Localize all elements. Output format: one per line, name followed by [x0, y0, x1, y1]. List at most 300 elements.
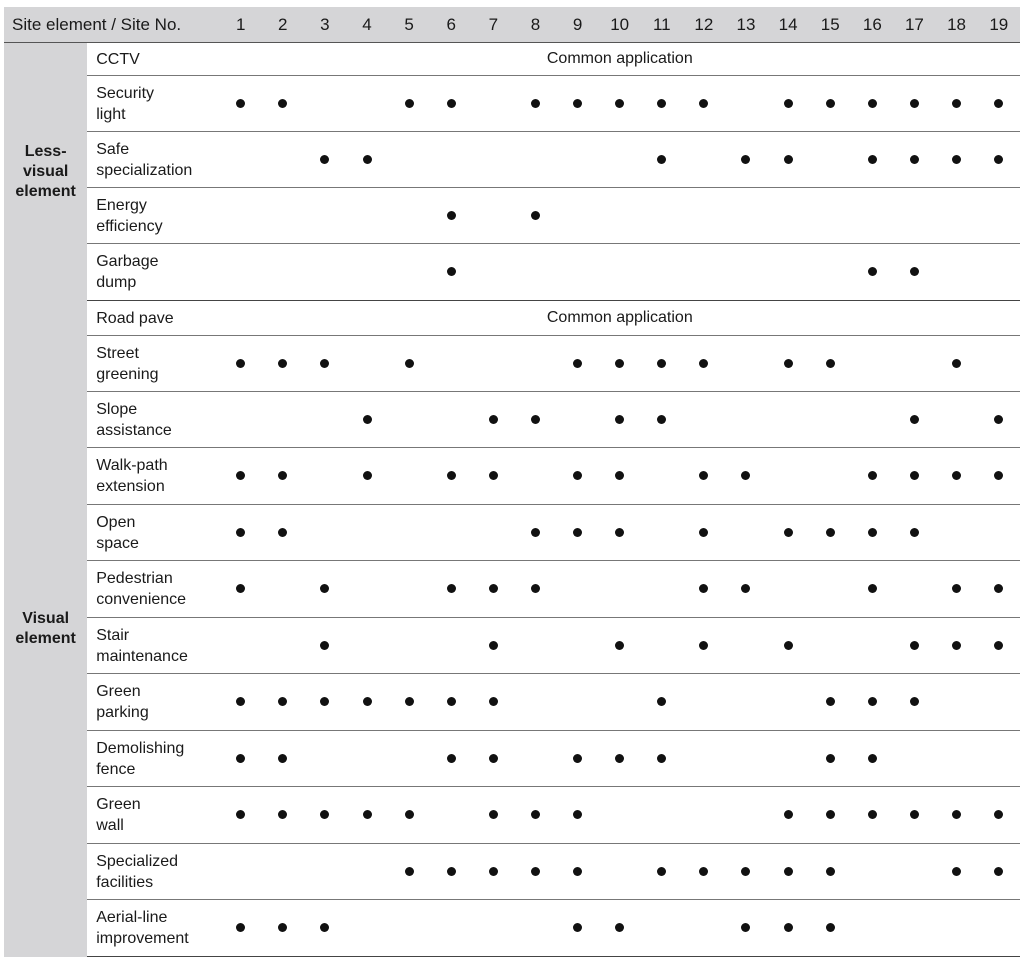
- site-cell: [472, 900, 514, 957]
- applied-dot-icon: [784, 923, 793, 932]
- site-cell: [599, 674, 641, 731]
- site-cell: [978, 244, 1020, 301]
- applied-dot-icon: [489, 810, 498, 819]
- applied-dot-icon: [826, 810, 835, 819]
- site-element-label-line: Road pave: [96, 309, 174, 327]
- site-cell: [220, 76, 262, 132]
- site-element-label: [87, 618, 219, 674]
- matrix-row: [4, 505, 1020, 561]
- applied-dot-icon: [741, 923, 750, 932]
- site-element-label-line: Garbage: [96, 253, 159, 270]
- applied-dot-icon: [531, 99, 540, 108]
- applied-dot-icon: [868, 697, 877, 706]
- site-cell: [935, 188, 977, 244]
- site-element-label: [87, 561, 219, 618]
- site-cell: [641, 561, 683, 618]
- site-element-label: [87, 505, 219, 561]
- site-cell: [767, 336, 809, 392]
- site-cell: [472, 336, 514, 392]
- site-cell: [430, 244, 472, 301]
- site-cell: [430, 674, 472, 731]
- site-cell: [599, 787, 641, 844]
- site-cell: [599, 505, 641, 561]
- applied-dot-icon: [447, 267, 456, 276]
- site-cell: [430, 132, 472, 188]
- site-cell: [851, 244, 893, 301]
- site-cell: [683, 188, 725, 244]
- site-cell: [346, 787, 388, 844]
- header-row: [4, 7, 1020, 43]
- site-cell: [262, 392, 304, 448]
- site-element-label-line: Street: [96, 344, 139, 362]
- applied-dot-icon: [573, 867, 582, 876]
- group-label-line: Less-: [24, 142, 67, 160]
- applied-dot-icon: [868, 528, 877, 537]
- site-cell: [935, 900, 977, 957]
- site-number-header: 14: [767, 7, 809, 43]
- site-cell: [935, 132, 977, 188]
- applied-dot-icon: [952, 471, 961, 480]
- site-cell: [851, 787, 893, 844]
- site-cell: [557, 448, 599, 505]
- site-cell: [851, 731, 893, 787]
- applied-dot-icon: [868, 754, 877, 763]
- site-cell: [304, 448, 346, 505]
- site-cell: [767, 448, 809, 505]
- applied-dot-icon: [320, 641, 329, 650]
- common-application-note: Common application: [220, 43, 1020, 76]
- site-cell: [472, 561, 514, 618]
- site-cell: [220, 900, 262, 957]
- applied-dot-icon: [531, 584, 540, 593]
- site-cell: [683, 787, 725, 844]
- site-cell: [472, 674, 514, 731]
- site-element-label-line: Safe: [96, 140, 130, 158]
- site-element-label-line: Open: [96, 513, 136, 531]
- applied-dot-icon: [236, 359, 245, 368]
- site-cell: [767, 787, 809, 844]
- site-element-label-line: dump: [96, 274, 137, 291]
- site-cell: [304, 392, 346, 448]
- site-cell: [725, 787, 767, 844]
- applied-dot-icon: [868, 584, 877, 593]
- site-cell: [220, 787, 262, 844]
- applied-dot-icon: [784, 810, 793, 819]
- site-element-label-line: Aerial-line: [96, 909, 168, 926]
- site-element-label: [87, 132, 219, 188]
- site-cell: [388, 900, 430, 957]
- site-cell: [725, 392, 767, 448]
- site-cell: [388, 132, 430, 188]
- site-cell: [935, 674, 977, 731]
- applied-dot-icon: [699, 471, 708, 480]
- site-cell: [767, 844, 809, 900]
- site-cell: [514, 132, 556, 188]
- site-cell: [514, 844, 556, 900]
- site-cell: [220, 505, 262, 561]
- site-cell: [262, 448, 304, 505]
- site-cell: [262, 900, 304, 957]
- applied-dot-icon: [994, 810, 1003, 819]
- site-cell: [725, 188, 767, 244]
- site-cell: [346, 244, 388, 301]
- site-cell: [304, 731, 346, 787]
- applied-dot-icon: [868, 99, 877, 108]
- site-cell: [893, 844, 935, 900]
- matrix-row: [4, 674, 1020, 731]
- site-cell: [767, 731, 809, 787]
- site-cell: [683, 505, 725, 561]
- applied-dot-icon: [405, 697, 414, 706]
- site-cell: [430, 505, 472, 561]
- site-cell: [304, 844, 346, 900]
- applied-dot-icon: [994, 584, 1003, 593]
- applied-dot-icon: [320, 697, 329, 706]
- site-cell: [430, 336, 472, 392]
- site-cell: [346, 731, 388, 787]
- site-number-header: 8: [514, 7, 556, 43]
- site-cell: [346, 505, 388, 561]
- site-cell: [304, 787, 346, 844]
- common-application-note: Common application: [220, 301, 1020, 336]
- site-cell: [893, 76, 935, 132]
- applied-dot-icon: [615, 471, 624, 480]
- site-cell: [725, 132, 767, 188]
- site-element-label-line: greening: [96, 365, 159, 383]
- applied-dot-icon: [910, 471, 919, 480]
- applied-dot-icon: [447, 471, 456, 480]
- site-cell: [599, 618, 641, 674]
- applied-dot-icon: [699, 359, 708, 368]
- site-cell: [641, 618, 683, 674]
- applied-dot-icon: [910, 641, 919, 650]
- site-cell: [599, 731, 641, 787]
- site-element-label-line: specialization: [96, 161, 193, 179]
- site-cell: [725, 505, 767, 561]
- applied-dot-icon: [994, 867, 1003, 876]
- site-cell: [935, 336, 977, 392]
- site-cell: [262, 674, 304, 731]
- site-cell: [388, 392, 430, 448]
- site-element-label: [87, 336, 219, 392]
- applied-dot-icon: [363, 810, 372, 819]
- applied-dot-icon: [320, 155, 329, 164]
- applied-dot-icon: [615, 359, 624, 368]
- applied-dot-icon: [320, 584, 329, 593]
- site-cell: [346, 844, 388, 900]
- site-cell: [557, 188, 599, 244]
- site-cell: [767, 132, 809, 188]
- group-label-line: element: [15, 182, 76, 200]
- applied-dot-icon: [320, 810, 329, 819]
- site-cell: [220, 392, 262, 448]
- site-cell: [767, 76, 809, 132]
- applied-dot-icon: [994, 471, 1003, 480]
- site-cell: [472, 244, 514, 301]
- applied-dot-icon: [952, 810, 961, 819]
- site-cell: [683, 244, 725, 301]
- site-cell: [304, 336, 346, 392]
- applied-dot-icon: [405, 810, 414, 819]
- site-cell: [557, 392, 599, 448]
- site-cell: [430, 561, 472, 618]
- site-cell: [978, 392, 1020, 448]
- applied-dot-icon: [784, 359, 793, 368]
- site-cell: [346, 900, 388, 957]
- site-cell: [262, 505, 304, 561]
- applied-dot-icon: [573, 810, 582, 819]
- site-element-label: [87, 43, 219, 76]
- applied-dot-icon: [994, 641, 1003, 650]
- applied-dot-icon: [531, 528, 540, 537]
- site-cell: [514, 618, 556, 674]
- site-element-label-line: space: [96, 534, 139, 552]
- site-cell: [851, 618, 893, 674]
- applied-dot-icon: [910, 267, 919, 276]
- site-number-header: 13: [725, 7, 767, 43]
- site-cell: [599, 844, 641, 900]
- applied-dot-icon: [868, 471, 877, 480]
- site-cell: [683, 448, 725, 505]
- site-cell: [557, 336, 599, 392]
- site-cell: [472, 76, 514, 132]
- site-cell: [978, 787, 1020, 844]
- site-element-label-line: extension: [96, 478, 165, 495]
- site-cell: [304, 244, 346, 301]
- site-cell: [599, 336, 641, 392]
- matrix-row: [4, 336, 1020, 392]
- site-number-header: 18: [935, 7, 977, 43]
- applied-dot-icon: [405, 867, 414, 876]
- site-cell: [767, 618, 809, 674]
- site-cell: [641, 900, 683, 957]
- applied-dot-icon: [363, 471, 372, 480]
- site-cell: [641, 844, 683, 900]
- site-cell: [472, 787, 514, 844]
- site-cell: [304, 132, 346, 188]
- site-element-label: [87, 188, 219, 244]
- site-cell: [683, 392, 725, 448]
- site-cell: [514, 448, 556, 505]
- site-cell: [851, 900, 893, 957]
- site-cell: [388, 674, 430, 731]
- matrix-row: [4, 132, 1020, 188]
- site-element-label-line: Stair: [96, 626, 130, 644]
- applied-dot-icon: [910, 810, 919, 819]
- applied-dot-icon: [910, 99, 919, 108]
- site-element-label-line: convenience: [96, 591, 187, 608]
- site-number-header: 19: [978, 7, 1020, 43]
- applied-dot-icon: [741, 155, 750, 164]
- site-cell: [725, 731, 767, 787]
- site-cell: [851, 336, 893, 392]
- site-element-matrix: [4, 7, 1020, 957]
- matrix-row: [4, 244, 1020, 301]
- applied-dot-icon: [236, 923, 245, 932]
- site-element-label-line: CCTV: [96, 50, 140, 68]
- site-element-label: [87, 787, 219, 844]
- site-cell: [725, 561, 767, 618]
- matrix-body: [4, 43, 1020, 957]
- site-cell: [346, 561, 388, 618]
- site-cell: [725, 844, 767, 900]
- site-cell: [262, 561, 304, 618]
- site-cell: [935, 392, 977, 448]
- applied-dot-icon: [573, 471, 582, 480]
- site-cell: [641, 448, 683, 505]
- site-element-label-line: fence: [96, 760, 136, 778]
- site-element-label-line: Specialized: [96, 852, 179, 870]
- site-element-label-line: Green: [96, 796, 141, 813]
- site-cell: [683, 336, 725, 392]
- site-cell: [430, 787, 472, 844]
- applied-dot-icon: [405, 99, 414, 108]
- site-cell: [809, 505, 851, 561]
- site-cell: [388, 731, 430, 787]
- applied-dot-icon: [784, 528, 793, 537]
- site-cell: [472, 188, 514, 244]
- site-cell: [557, 76, 599, 132]
- site-cell: [725, 618, 767, 674]
- site-cell: [346, 392, 388, 448]
- site-cell: [893, 561, 935, 618]
- applied-dot-icon: [236, 810, 245, 819]
- applied-dot-icon: [278, 359, 287, 368]
- site-cell: [388, 76, 430, 132]
- applied-dot-icon: [868, 267, 877, 276]
- site-cell: [851, 392, 893, 448]
- site-cell: [262, 244, 304, 301]
- site-cell: [514, 392, 556, 448]
- applied-dot-icon: [320, 923, 329, 932]
- applied-dot-icon: [573, 99, 582, 108]
- site-cell: [683, 132, 725, 188]
- site-number-header: 17: [893, 7, 935, 43]
- site-element-label-line: Energy: [96, 196, 147, 214]
- applied-dot-icon: [447, 754, 456, 763]
- site-cell: [599, 188, 641, 244]
- site-cell: [935, 731, 977, 787]
- site-element-label-line: wall: [96, 817, 124, 834]
- site-cell: [641, 76, 683, 132]
- site-cell: [978, 618, 1020, 674]
- site-cell: [514, 731, 556, 787]
- site-element-label-line: parking: [96, 704, 149, 721]
- site-cell: [514, 76, 556, 132]
- site-element-label: [87, 76, 219, 132]
- applied-dot-icon: [741, 867, 750, 876]
- applied-dot-icon: [489, 584, 498, 593]
- site-cell: [851, 505, 893, 561]
- site-cell: [978, 900, 1020, 957]
- site-cell: [262, 336, 304, 392]
- site-cell: [220, 448, 262, 505]
- site-cell: [641, 188, 683, 244]
- site-cell: [767, 900, 809, 957]
- site-cell: [220, 561, 262, 618]
- site-number-header: 7: [472, 7, 514, 43]
- applied-dot-icon: [826, 528, 835, 537]
- site-cell: [262, 618, 304, 674]
- site-cell: [346, 188, 388, 244]
- applied-dot-icon: [489, 415, 498, 424]
- site-cell: [472, 844, 514, 900]
- group-label: [4, 43, 87, 301]
- site-cell: [557, 787, 599, 844]
- applied-dot-icon: [699, 867, 708, 876]
- site-cell: [683, 76, 725, 132]
- site-cell: [767, 505, 809, 561]
- site-element-label-line: assistance: [96, 421, 172, 439]
- applied-dot-icon: [910, 528, 919, 537]
- applied-dot-icon: [699, 584, 708, 593]
- applied-dot-icon: [489, 641, 498, 650]
- applied-dot-icon: [615, 641, 624, 650]
- site-cell: [809, 731, 851, 787]
- site-cell: [388, 787, 430, 844]
- applied-dot-icon: [447, 584, 456, 593]
- applied-dot-icon: [405, 359, 414, 368]
- site-cell: [978, 188, 1020, 244]
- site-cell: [388, 336, 430, 392]
- site-cell: [599, 244, 641, 301]
- applied-dot-icon: [952, 155, 961, 164]
- site-element-label-line: maintenance: [96, 647, 188, 665]
- applied-dot-icon: [826, 867, 835, 876]
- applied-dot-icon: [363, 155, 372, 164]
- applied-dot-icon: [699, 641, 708, 650]
- applied-dot-icon: [910, 697, 919, 706]
- site-cell: [851, 844, 893, 900]
- site-cell: [304, 561, 346, 618]
- site-cell: [262, 132, 304, 188]
- site-cell: [893, 188, 935, 244]
- site-cell: [599, 132, 641, 188]
- site-cell: [557, 618, 599, 674]
- site-cell: [851, 188, 893, 244]
- site-element-label: [87, 448, 219, 505]
- site-cell: [978, 132, 1020, 188]
- site-element-label-line: Pedestrian: [96, 570, 173, 587]
- applied-dot-icon: [531, 211, 540, 220]
- site-element-label-line: Demolishing: [96, 739, 185, 757]
- site-cell: [641, 505, 683, 561]
- site-cell: [557, 561, 599, 618]
- site-cell: [430, 392, 472, 448]
- site-cell: [893, 336, 935, 392]
- site-cell: [472, 132, 514, 188]
- site-cell: [304, 618, 346, 674]
- site-cell: [262, 787, 304, 844]
- applied-dot-icon: [447, 697, 456, 706]
- applied-dot-icon: [531, 810, 540, 819]
- site-cell: [599, 448, 641, 505]
- site-cell: [599, 561, 641, 618]
- site-cell: [472, 731, 514, 787]
- site-cell: [893, 900, 935, 957]
- applied-dot-icon: [910, 415, 919, 424]
- applied-dot-icon: [826, 923, 835, 932]
- site-number-header: 16: [851, 7, 893, 43]
- site-cell: [767, 561, 809, 618]
- site-cell: [851, 448, 893, 505]
- matrix-row: [4, 900, 1020, 957]
- applied-dot-icon: [447, 867, 456, 876]
- site-cell: [809, 132, 851, 188]
- site-cell: [388, 448, 430, 505]
- site-cell: [262, 731, 304, 787]
- site-cell: [514, 244, 556, 301]
